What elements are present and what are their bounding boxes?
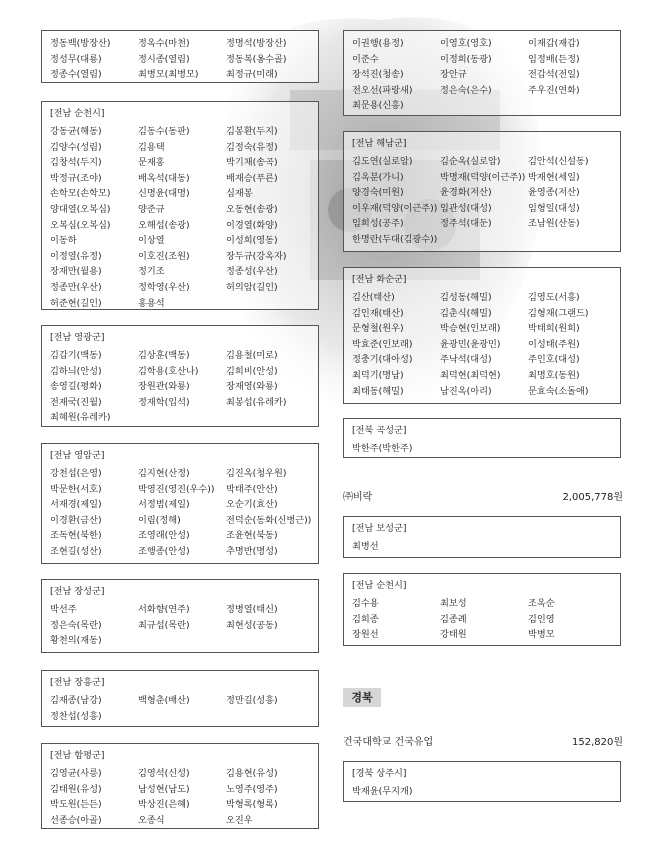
donor-name: 정동백(방장산): [50, 38, 111, 49]
donor-name: 김학용(호산나): [138, 365, 199, 377]
donor-name: 강천섭(은영): [50, 468, 102, 479]
donor-name: 정충기(대아성): [352, 354, 413, 366]
donor-name: 김태원(유성): [50, 783, 102, 795]
donor-box-jangheung: [41, 670, 319, 727]
region-title: [전남 순천시]: [50, 108, 105, 119]
region-title: [전남 영광군]: [50, 332, 105, 343]
donor-name: 조남원(산동): [528, 218, 580, 230]
donor-name: 최규섭(목란): [138, 619, 190, 631]
donor-name: 노영주(영주): [226, 783, 278, 795]
donor-name: 김형채(그랜드): [528, 307, 589, 319]
donor-name: 이성태(주원): [528, 338, 580, 350]
donor-name: 손학모(손학모): [50, 188, 111, 200]
donor-name: 김진옥(청우원): [226, 468, 287, 479]
region-section-label: 경북: [343, 688, 381, 707]
donor-box-hwasun: [343, 267, 621, 404]
donor-name: 송영길(평화): [50, 381, 102, 393]
donor-list: [50, 693, 310, 724]
donor-name: 최혜원(유레카): [50, 412, 111, 424]
donor-name: 장원선: [352, 629, 379, 641]
donor-name: 조현길(성산): [50, 545, 102, 557]
donor-name: 김성동(해밀): [440, 292, 492, 303]
donor-name: 김상훈(백동): [138, 350, 190, 361]
donor-name: 문재홍: [138, 157, 165, 169]
donor-name: 이림(정해): [138, 514, 181, 526]
donor-name: 박태희(원희): [528, 323, 580, 335]
donor-name: [138, 709, 226, 725]
donor-box-suncheon: [41, 101, 319, 310]
donor-name: 이성희(영동): [226, 235, 278, 247]
donor-name: 김동수(동판): [138, 126, 190, 137]
donor-name: 이정열(유정): [50, 250, 102, 262]
donor-name: 김옥분(가니): [352, 171, 404, 183]
donor-list: [352, 596, 612, 643]
donor-name: 김재종(남강): [50, 695, 102, 706]
donor-name: 정만길(성흥): [226, 695, 278, 706]
donor-name: 정옥수(마천): [138, 38, 190, 49]
donor-name: 허준현(길인): [50, 297, 102, 309]
donor-name: 김영도(서흥): [528, 292, 580, 303]
region-title: [전남 해남군]: [352, 138, 407, 149]
donor-name: 정기조: [138, 266, 165, 278]
donor-name: 추명반(명성): [226, 545, 278, 557]
donor-name: 양대열(오복심): [50, 203, 111, 215]
donor-name: 김하늬(안성): [50, 365, 102, 377]
donation-row: [343, 488, 623, 503]
donor-name: 임정배(든정): [528, 53, 580, 65]
donor-name: 오해섭(송광): [138, 219, 190, 231]
donor-name: 조행종(안성): [138, 545, 190, 557]
donor-name: 김순옥(실로암): [440, 156, 501, 167]
donor-name: 최덕기(명남): [352, 369, 404, 381]
donor-name: 이경열(화양): [226, 219, 278, 231]
donor-name: 김희종: [352, 613, 379, 625]
donor-name: 정학영(우산): [138, 281, 190, 293]
donor-name: 김양수(성림): [50, 141, 102, 153]
donor-name: 오동현(송광): [226, 203, 278, 215]
donor-company: 건국대학교 건국유업: [343, 737, 434, 748]
donor-name: 장재영(와룡): [226, 381, 278, 393]
donor-name: 박태주(안산): [226, 483, 278, 495]
donor-name: 전갑석(전일): [528, 69, 580, 81]
donor-list: [50, 766, 310, 828]
donor-name: 윤광민(윤광민): [440, 338, 501, 350]
donor-name: 최봉섭(유레카): [226, 396, 287, 408]
donor-list: [50, 36, 310, 83]
donor-name: 홍용석: [138, 297, 165, 309]
donor-name: 윤영종(저산): [528, 187, 580, 199]
donor-name: 정종성(우산): [226, 266, 278, 278]
donor-name: 박승현(인보래): [440, 323, 501, 335]
donor-name: 문효숙(소돌애): [528, 385, 589, 397]
region-title: [경북 상주시]: [352, 768, 407, 779]
donor-name: 김산(태산): [352, 292, 395, 303]
donor-list: [50, 348, 310, 426]
donor-name: 김수용: [352, 598, 379, 609]
donor-name: 이동하: [50, 235, 77, 247]
donor-name: [440, 98, 528, 114]
donor-name: 김지현(산정): [138, 468, 190, 479]
donor-name: 이호진(조원): [138, 250, 190, 262]
donor-list: [352, 784, 612, 800]
donor-name: 최병선: [352, 541, 379, 552]
donor-name: 김영균(사릉): [50, 768, 102, 779]
donor-name: 이권행(용정): [352, 38, 404, 49]
donor-name: 서재경(제일): [50, 499, 102, 511]
donor-name: 임형일(대성): [528, 202, 580, 214]
donor-name: 박명재(덕양(이근주)): [440, 171, 526, 183]
donor-box-haenam: [343, 131, 621, 252]
donor-list: [352, 290, 612, 399]
donor-name: 정종만(우산): [50, 281, 102, 293]
donor-name: 김용철(미로): [226, 350, 278, 361]
donor-name: 김종례: [440, 613, 467, 625]
donor-name: 박도원(든든): [50, 799, 102, 811]
donor-name: 박선주: [50, 604, 77, 615]
donor-name: 김안석(신설동): [528, 156, 589, 167]
donor-name: 장두규(강옥자): [226, 250, 287, 262]
donor-box-hampyeong: [41, 743, 319, 829]
donor-name: 최현성(공동): [226, 619, 278, 631]
donor-box-yeongam: [41, 443, 319, 564]
donor-name: 정재학(입석): [138, 396, 190, 408]
donor-box-suncheon-2: [343, 573, 621, 646]
donor-name: 허의암(길인): [226, 281, 278, 293]
donor-name: [528, 784, 618, 800]
donor-list: [352, 36, 612, 114]
region-title: [전북 곡성군]: [352, 425, 407, 436]
donation-row: [343, 733, 623, 748]
donor-name: 김갑기(백동): [50, 350, 102, 361]
donor-name: 박병모: [528, 629, 555, 641]
donor-name: 조옥순: [528, 598, 555, 609]
donor-name: 이상열: [138, 235, 165, 247]
donor-name: 남성현(남도): [138, 783, 190, 795]
donor-name: 박상진(은혜): [138, 799, 190, 811]
donor-name: 신명윤(대명): [138, 188, 190, 200]
donor-name: 주우진(연화): [528, 84, 580, 96]
donor-box-jangseong: [41, 579, 319, 653]
donor-name: 서화향(연주): [138, 604, 190, 615]
donor-name: 김인영: [528, 613, 555, 625]
donor-name: 주인호(대성): [528, 354, 580, 366]
donor-name: [138, 633, 226, 649]
donor-name: 황천의(재동): [50, 635, 102, 647]
donor-name: 박정규(조야): [50, 172, 102, 184]
donor-name: 이정희(동광): [440, 53, 492, 65]
donor-name: [226, 410, 326, 426]
donor-name: 배옥석(대동): [138, 172, 190, 184]
donor-list: [352, 441, 612, 457]
donor-name: 주낙석(대성): [440, 354, 492, 366]
donor-name: 임관성(대성): [440, 202, 492, 214]
donor-name: [440, 441, 528, 457]
donor-name: 박재윤(무지개): [352, 786, 413, 797]
donor-name: 문형철(원우): [352, 323, 404, 335]
donor-name: 최보성: [440, 598, 467, 609]
donor-name: 배재승(푸른): [226, 172, 278, 184]
donor-name: 정명석(방장산): [226, 38, 287, 49]
donor-name: 조영래(안성): [138, 530, 190, 542]
donor-name: [528, 539, 618, 555]
donor-company: ㈜비락: [343, 492, 373, 503]
donor-name: 이경환(금산): [50, 514, 102, 526]
donor-name: 오진우: [226, 814, 253, 826]
donor-name: 장재만(월용): [50, 266, 102, 278]
donor-name: 정병열(태신): [226, 604, 278, 615]
donor-name: 김춘식(해밀): [440, 307, 492, 319]
region-title: [전남 장성군]: [50, 586, 105, 597]
region-title: [전남 함평군]: [50, 750, 105, 761]
donor-list: [352, 154, 612, 248]
donor-name: 김정숙(유정): [226, 141, 278, 153]
donor-name: 강동균(해동): [50, 126, 102, 137]
donor-name: 임희성(공주): [352, 218, 404, 230]
donor-name: [528, 98, 618, 114]
donor-name: [440, 539, 528, 555]
donor-name: [440, 232, 528, 248]
donor-name: 박문한(서호): [50, 483, 102, 495]
donor-name: 박형록(형록): [226, 799, 278, 811]
donor-name: 최정규(미래): [226, 69, 278, 81]
donation-amount: 2,005,778원: [562, 492, 623, 503]
donor-name: 최태동(해밀): [352, 385, 404, 397]
donor-name: 조독현(북한): [50, 530, 102, 542]
donor-list: [352, 539, 612, 555]
donor-name: [226, 296, 326, 312]
donor-list: [50, 124, 310, 311]
donor-name: 최병모(최병모): [138, 69, 199, 81]
donor-name: 김희비(안성): [226, 365, 278, 377]
donor-name: 조윤현(북동): [226, 530, 278, 542]
donor-name: 양준규: [138, 203, 165, 215]
donor-box-1: [41, 30, 319, 83]
donor-name: 이재갑(재갑): [528, 38, 580, 49]
donor-list: [50, 602, 310, 649]
region-title: [전남 보성군]: [352, 523, 407, 534]
donor-box-sangju: [343, 761, 621, 802]
donor-name: 김용택: [138, 141, 165, 153]
donor-name: 박효준(인보래): [352, 338, 413, 350]
region-title: [전남 영암군]: [50, 450, 105, 461]
donor-name: 장안규: [440, 69, 467, 81]
donor-name: 오순기(효산): [226, 499, 278, 511]
donor-name: 김창석(두지): [50, 157, 102, 169]
donor-box-boseong: [343, 516, 621, 558]
donor-name: 이영호(영호): [440, 38, 492, 49]
donor-name: 박기채(송곡): [226, 157, 278, 169]
donor-name: 한명란(두대(김광수)): [352, 233, 438, 245]
donor-name: 백형춘(배산): [138, 695, 190, 706]
donor-name: 정은숙(목란): [50, 619, 102, 631]
donor-name: 김봉환(두지): [226, 126, 278, 137]
donation-amount: 152,820원: [571, 737, 623, 748]
donor-name: [440, 784, 528, 800]
donor-name: 정주석(대둔): [440, 218, 492, 230]
donor-name: 정동복(옹수골): [226, 53, 287, 65]
donor-name: 최덕현(최덕현): [440, 369, 501, 381]
donor-name: 전재국(진월): [50, 396, 102, 408]
donor-name: 전오선(파랑새): [352, 84, 413, 96]
donor-name: 강태원: [440, 629, 467, 641]
donor-name: 정성무(대룡): [50, 53, 102, 65]
region-title: [전남 장흥군]: [50, 677, 105, 688]
donor-box-8: [343, 30, 621, 116]
donor-name: 박재현(세일): [528, 171, 580, 183]
donor-name: 윤경화(저산): [440, 187, 492, 199]
donor-name: 정시종(열림): [138, 53, 190, 65]
donor-name: 장석진(청송): [352, 69, 404, 81]
donor-name: 정찬섭(성흥): [50, 710, 102, 722]
donor-list: [50, 466, 310, 560]
donor-name: 이우재(덕양(이근주)): [352, 202, 438, 214]
region-title: [전남 화순군]: [352, 274, 407, 285]
donor-name: 최명호(동원): [528, 369, 580, 381]
donor-name: [226, 633, 326, 649]
donor-name: 남진옥(아리): [440, 385, 492, 397]
donor-name: 정은숙(은수): [440, 84, 492, 96]
donor-name: 김인재(태산): [352, 307, 404, 319]
region-title: [전남 순천시]: [352, 580, 407, 591]
donor-name: 이준수: [352, 53, 379, 65]
donor-name: 전덕순(동화(신병근)): [226, 514, 312, 526]
donor-name: 오종식: [138, 814, 165, 826]
donor-name: 오복심(오복심): [50, 219, 111, 231]
donor-name: 박한주(박한주): [352, 443, 413, 454]
donor-name: [138, 410, 226, 426]
donor-name: [528, 232, 618, 248]
donor-name: 최문용(신흥): [352, 100, 404, 112]
donor-name: 박영진(영진(우수)): [138, 483, 215, 495]
donor-name: 선종승(아골): [50, 814, 102, 826]
donor-name: 김용현(유성): [226, 768, 278, 779]
donor-name: [528, 441, 618, 457]
donor-box-gokseong: [343, 418, 621, 458]
donor-box-yeonggwang: [41, 325, 319, 427]
donor-name: 양경숙(미원): [352, 187, 404, 199]
donor-name: 정종수(열림): [50, 69, 102, 81]
donor-name: [226, 709, 326, 725]
donor-name: 심재봉: [226, 188, 253, 200]
donor-name: 서정범(제일): [138, 499, 190, 511]
donor-name: 김도연(실로암): [352, 156, 413, 167]
donor-name: 김영석(신성): [138, 768, 190, 779]
donor-name: 장원관(와룡): [138, 381, 190, 393]
